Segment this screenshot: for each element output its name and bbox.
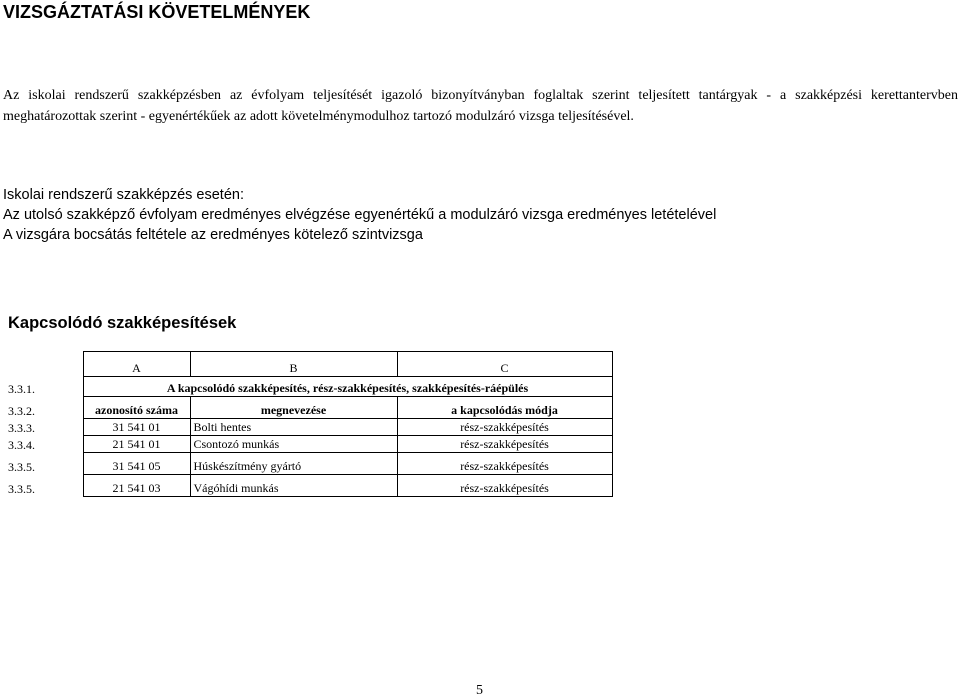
- cell-name: Húskészítmény gyártó: [190, 453, 397, 475]
- cell-id: 31 541 01: [83, 419, 190, 436]
- col-name-mode: a kapcsolódás módja: [397, 397, 612, 419]
- column-letter-row: [5, 352, 612, 377]
- row-number: 3.3.1.: [8, 381, 35, 396]
- table-row: [5, 419, 612, 436]
- cell-mode: rész-szakképesítés: [397, 453, 612, 475]
- section-title: Kapcsolódó szakképesítések: [8, 314, 237, 332]
- cell-mode: rész-szakképesítés: [397, 436, 612, 453]
- row-number: 3.3.4.: [8, 437, 35, 452]
- col-header-c: C: [397, 352, 612, 377]
- col-header-a: A: [83, 352, 190, 377]
- col-name-id: azonosító száma: [83, 397, 190, 419]
- cell-id: 21 541 03: [83, 475, 190, 497]
- cell-name: Csontozó munkás: [190, 436, 397, 453]
- col-name-name: megnevezése: [190, 397, 397, 419]
- table-row: [5, 475, 612, 497]
- cell-id: 21 541 01: [83, 436, 190, 453]
- related-qualifications-table: [5, 351, 613, 497]
- cell-name: Vágóhídi munkás: [190, 475, 397, 497]
- school-line-completion: Az utolsó szakképző évfolyam eredményes elvégzése egyenértékű a modulzáró vizsga eredményes letételével: [3, 207, 717, 223]
- school-heading: Iskolai rendszerű szakképzés esetén:: [3, 187, 244, 203]
- col-header-b: B: [190, 352, 397, 377]
- row-number: 3.3.3.: [8, 420, 35, 435]
- cell-id: 31 541 05: [83, 453, 190, 475]
- table-row: [5, 453, 612, 475]
- table-column-names-row: [5, 397, 612, 419]
- school-requirements: [3, 185, 958, 245]
- school-line-condition: A vizsgára bocsátás feltétele az eredményes kötelező szintvizsga: [3, 227, 423, 243]
- row-number: 3.3.5.: [8, 459, 35, 474]
- page-number: 5: [476, 683, 483, 698]
- table-title: A kapcsolódó szakképesítés, rész-szakképesítés, szakképesítés-ráépülés: [83, 377, 612, 397]
- intro-paragraph: Az iskolai rendszerű szakképzésben az évfolyam teljesítését igazoló bizonyítványban foglaltak szerint teljesített tantárgyak - a szakképzési kerettantervben meghatározottak szerint - egyenértékűek az adott követelménymodulhoz tartozó modulzáró vizsga teljesítésével.: [3, 88, 958, 124]
- cell-mode: rész-szakképesítés: [397, 419, 612, 436]
- table-row: [5, 436, 612, 453]
- row-number: 3.3.5.: [8, 481, 35, 496]
- page-title: VIZSGÁZTATÁSI KÖVETELMÉNYEK: [3, 2, 311, 22]
- row-number-header: [5, 352, 83, 377]
- table-title-row: [5, 377, 612, 397]
- cell-name: Bolti hentes: [190, 419, 397, 436]
- row-number: 3.3.2.: [8, 403, 35, 418]
- cell-mode: rész-szakképesítés: [397, 475, 612, 497]
